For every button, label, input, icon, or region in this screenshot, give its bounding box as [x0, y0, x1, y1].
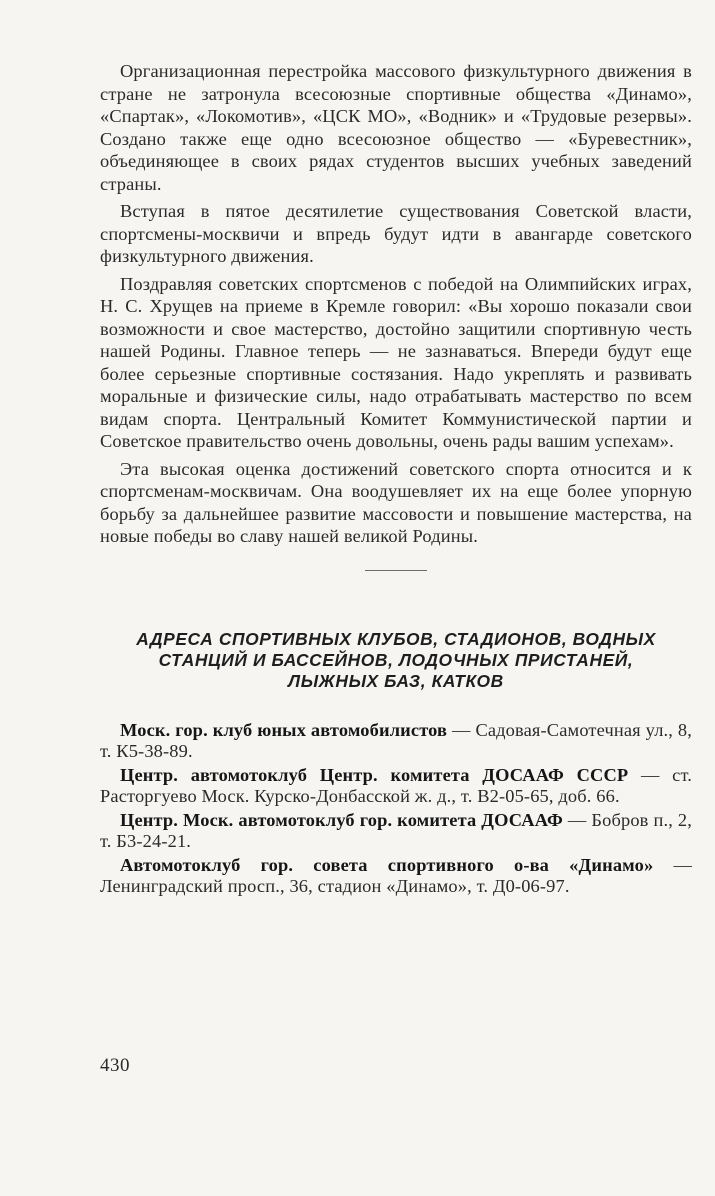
- heading-line: СТАНЦИЙ И БАССЕЙНОВ, ЛОДОЧНЫХ ПРИСТАНЕЙ,: [158, 649, 634, 670]
- page-number: 430: [100, 1055, 130, 1076]
- paragraph: Поздравляя советских спортсменов с победой на Олимпийских играх, Н. С. Хрущев на приеме в Кремле говорил: «Вы хорошо показали свои возможности и свое мастерство, достойно защитили спортивную честь нашей Родины. Главное теперь — не зазнаваться. Впереди будут еще более серьезные спортивные состязания. Надо укреплять и развивать моральные и физические силы, надо отрабатывать мастерство по всем видам спорта. Центральный Комитет Коммунистической партии и Советское правительство очень довольны, очень рады вашим успехам».: [100, 273, 692, 451]
- address-entry: [100, 810, 692, 853]
- paragraph: Эта высокая оценка достижений советского спорта относится и к спортсменам-москвичам. Она воодушевляет их на еще более упорную борьбу за дальнейшее развитие массовости и повышение мастерства, на новые победы во славу нашей великой Родины.: [100, 458, 692, 546]
- address-entry: [100, 855, 692, 898]
- section-divider: [365, 570, 427, 571]
- entry-name: Автомотоклуб гор. совета спортивного о-ва «Динамо»: [120, 854, 654, 875]
- paragraph: Вступая в пятое десятилетие существования Советской власти, спортсмены-москвичи и впредь будут идти в авангарде советского физкультурного движения.: [100, 201, 692, 266]
- body-text: [100, 60, 692, 548]
- entry-details: — Ленинградский просп., 36, стадион «Динамо», т. Д0-06-97.: [100, 854, 692, 896]
- entry-details: — ст. Расторгуево Моск. Курско-Донбасской ж. д., т. В2-05-65, доб. 66.: [100, 764, 693, 806]
- address-entry: [100, 765, 692, 808]
- address-list: [100, 720, 692, 898]
- paragraph: Организационная перестройка массового физкультурного движения в стране не затронула всесоюзные спортивные общества «Динамо», «Спартак», «Локомотив», «ЦСК МО», «Водник» и «Трудовые резервы». Создано также еще одно всесоюзное общество — «Буревестник», объединяющее в своих рядах студентов высших учебных заведений страны.: [100, 61, 692, 194]
- heading-line: АДРЕСА СПОРТИВНЫХ КЛУБОВ, СТАДИОНОВ, ВОДНЫХ: [136, 628, 656, 649]
- address-entry: [100, 720, 692, 763]
- page-content: [100, 60, 692, 898]
- entry-name: Моск. гор. клуб юных автомобилистов: [120, 719, 448, 740]
- entry-details: — Бобров п., 2, т. Б3-24-21.: [100, 809, 692, 851]
- section-heading: [100, 629, 692, 692]
- entry-name: Центр. автомотоклуб Центр. комитета ДОСААФ СССР: [120, 764, 629, 785]
- heading-line: ЛЫЖНЫХ БАЗ, КАТКОВ: [288, 670, 504, 691]
- entry-details: — Садовая-Самотечная ул., 8, т. К5-38-89.: [100, 719, 692, 761]
- entry-name: Центр. Моск. автомотоклуб гор. комитета ДОСААФ: [120, 809, 563, 830]
